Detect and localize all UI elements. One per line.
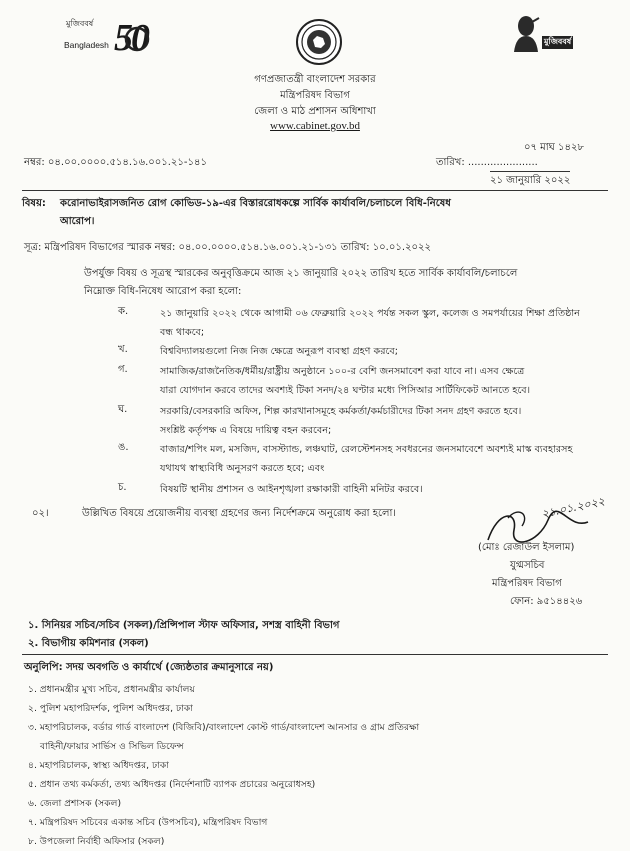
recipient-item: ১. সিনিয়র সচিব/সচিব (সকল)/প্রিন্সিপাল স্টাফ অফিসার, সশস্ত্র বাহিনী বিভাগ bbox=[28, 620, 340, 631]
item-line: বাজার/শপিং মল, মসজিদ, বাসস্ট্যান্ড, লঞ্চঘাট, রেলস্টেশনসহ সবধরনের জনসমাবেশে অবশ্যই মাস্ক ব্যবহারসহ bbox=[160, 444, 573, 455]
date-bangla: ০৭ মাঘ ১৪২৮ bbox=[524, 142, 584, 153]
logo-swirl-icon bbox=[122, 24, 152, 54]
signatory-phone: ফোন: ৯৫১৪৪২৬ bbox=[510, 596, 583, 607]
header-line-1: গণপ্রজাতন্ত্রী বাংলাদেশ সরকার bbox=[254, 74, 376, 85]
item-marker: চ. bbox=[118, 482, 127, 493]
item-line: বিষয়টি স্থানীয় প্রশাসন ও আইনশৃঙ্খলা রক্ষাকারী বাহিনী মনিটর করবে। bbox=[160, 484, 423, 495]
mujib-borsho-portrait-logo bbox=[512, 14, 582, 54]
item-line: যথাযথ স্বাস্থ্যবিধি অনুসরণ করতে হবে; এবং bbox=[160, 463, 325, 474]
item-text bbox=[160, 480, 610, 499]
subject-label: বিষয়: bbox=[22, 198, 46, 209]
item-text bbox=[160, 402, 610, 440]
item-line: সামাজিক/রাজনৈতিক/ধর্মীয়/রাষ্ট্রীয় অনুষ্ঠানে ১০০-র বেশি জনসমাবেশ করা যাবে না। এসব ক্ষেত্রে bbox=[160, 366, 525, 377]
cc-item: ৬. জেলা প্রশাসক (সকল) bbox=[28, 798, 122, 809]
cc-item: ২. পুলিশ মহাপরিদর্শক, পুলিশ অধিদপ্তর, ঢাকা bbox=[28, 703, 193, 714]
date-english: ২১ জানুয়ারি ২০২২ bbox=[490, 171, 570, 190]
para2-marker: ০২। bbox=[32, 508, 49, 519]
item-marker: খ. bbox=[118, 344, 128, 355]
source-reference: সূত্র: মন্ত্রিপরিষদ বিভাগের স্মারক নম্বর: ০৪.০০.০০০০.৫১৪.১৬.০০১.২১-১৩১ তারিখ: ১০.০১.২০২২ bbox=[24, 242, 432, 253]
intro-line1: উপর্যুক্ত বিষয় ও সূত্রস্থ স্মারকের অনুবৃত্তিক্রমে আজ ২১ জানুয়ারি ২০২২ তারিখ হতে সার্বিক কার্যাবলি/চলাচলে bbox=[84, 268, 518, 279]
logo-left-number: 50 bbox=[114, 17, 148, 59]
item-text bbox=[160, 304, 610, 342]
intro-line2: নিম্নোক্ত বিধি-নিষেধ আরোপ করা হলো: bbox=[84, 286, 242, 297]
cc-item: ৮. উপজেলা নির্বাহী অফিসার (সকল) bbox=[28, 836, 165, 847]
para2-text: উল্লিখিত বিষয়ে প্রয়োজনীয় ব্যবস্থা গ্রহণের জন্য নির্দেশক্রমে অনুরোধ করা হলো। bbox=[82, 508, 396, 519]
cc-item: ৩. মহাপরিচালক, বর্ডার গার্ড বাংলাদেশ (বিজিবি)/বাংলাদেশ কোস্ট গার্ড/বাংলাদেশ আনসার ও গ্রাম প্রতিরক্ষা bbox=[28, 722, 420, 733]
item-marker: ঘ. bbox=[118, 404, 128, 415]
item-line: সংশ্লিষ্ট কর্তৃপক্ষ এ বিষয়ে দায়িত্ব বহন করবেন; bbox=[160, 425, 332, 436]
cc-list bbox=[28, 680, 618, 851]
item-line: ২১ জানুয়ারি ২০২২ থেকে আগামী ০৬ ফেব্রুয়ারি ২০২২ পর্যন্ত সকল স্কুল, কলেজ ও সমপর্যায়ের শিক্ষা প্রতিষ্ঠান bbox=[160, 308, 580, 319]
top-divider bbox=[22, 190, 608, 191]
header-line-3: জেলা ও মাঠ প্রশাসন অধিশাখা bbox=[254, 106, 376, 117]
item-line: যারা যোগদান করবে তাদের অবশ্যই টিকা সনদ/২৪ ঘণ্টার মধ্যে পিসিআর সার্টিফিকেট আনতে হবে। bbox=[160, 385, 531, 396]
cc-item: ৫. প্রধান তথ্য কর্মকর্তা, তথ্য অধিদপ্তর (নির্দেশনাটি ব্যাপক প্রচারের অনুরোধসহ) bbox=[28, 779, 316, 790]
item-text bbox=[160, 362, 610, 400]
logo-left-small-text: মুজিববর্ষ bbox=[66, 19, 94, 28]
cc-item: ১. প্রধানমন্ত্রীর মুখ্য সচিব, প্রধানমন্ত্রীর কার্যালয় bbox=[28, 684, 195, 695]
signatory-title: যুগ্মসচিব bbox=[510, 560, 545, 571]
item-text bbox=[160, 342, 610, 361]
logo-right-small-text: মুজিববর্ষ bbox=[542, 36, 573, 49]
portrait-icon bbox=[512, 14, 540, 52]
item-text bbox=[160, 440, 610, 478]
mujib-borsho-50-logo bbox=[64, 14, 156, 64]
signature-handwritten-date: ২১.০১.২০২২ bbox=[540, 494, 606, 521]
item-marker: গ. bbox=[118, 364, 128, 375]
signatory-office: মন্ত্রিপরিষদ বিভাগ bbox=[492, 578, 562, 589]
date-label: তারিখ: ...................... bbox=[436, 157, 538, 168]
header-line-2: মন্ত্রিপরিষদ বিভাগ bbox=[280, 90, 350, 101]
item-marker: ঙ. bbox=[118, 442, 129, 453]
cc-item: বাহিনী/ফায়ার সার্ভিস ও সিভিল ডিফেন্স bbox=[40, 741, 184, 752]
item-line: বিশ্ববিদ্যালয়গুলো নিজ নিজ ক্ষেত্রে অনুরূপ ব্যবস্থা গ্রহণ করবে; bbox=[160, 346, 398, 357]
logo-left-country: Bangladesh bbox=[64, 40, 109, 50]
cc-item: ৭. মন্ত্রিপরিষদ সচিবের একান্ত সচিব (উপসচিব), মন্ত্রিপরিষদ বিভাগ bbox=[28, 817, 268, 828]
signatory-name: (মোঃ রেজাউল ইসলাম) bbox=[478, 542, 575, 553]
subject-text-line1: করোনাভাইরাসজনিত রোগ কোভিড-১৯-এর বিস্তাররোধকল্পে সার্বিক কার্যাবলি/চলাচলে বিধি-নিষেধ bbox=[60, 198, 451, 209]
item-line: সরকারি/বেসরকারি অফিস, শিল্প কারখানাসমূহে কর্মকর্তা/কর্মচারীদের টিকা সনদ গ্রহণ করতে হবে। bbox=[160, 406, 522, 417]
item-line: বন্ধ থাকবে; bbox=[160, 327, 205, 338]
cc-heading: অনুলিপি: সদয় অবগতি ও কার্যার্থে (জ্যেষ্ঠতার ক্রমানুসারে নয়) bbox=[24, 662, 274, 673]
website-link[interactable]: www.cabinet.gov.bd bbox=[270, 120, 360, 132]
item-marker: ক. bbox=[118, 306, 129, 317]
cc-divider bbox=[22, 654, 608, 655]
subject-text-line2: আরোপ। bbox=[60, 216, 95, 227]
government-seal-icon bbox=[295, 18, 343, 66]
memo-number: নম্বর: ০৪.০০.০০০০.৫১৪.১৬.০০১.২১-১৪১ bbox=[24, 157, 207, 168]
recipient-item: ২. বিভাগীয় কমিশনার (সকল) bbox=[28, 638, 149, 649]
cc-item: ৪. মহাপরিচালক, স্বাস্থ্য অধিদপ্তর, ঢাকা bbox=[28, 760, 169, 771]
